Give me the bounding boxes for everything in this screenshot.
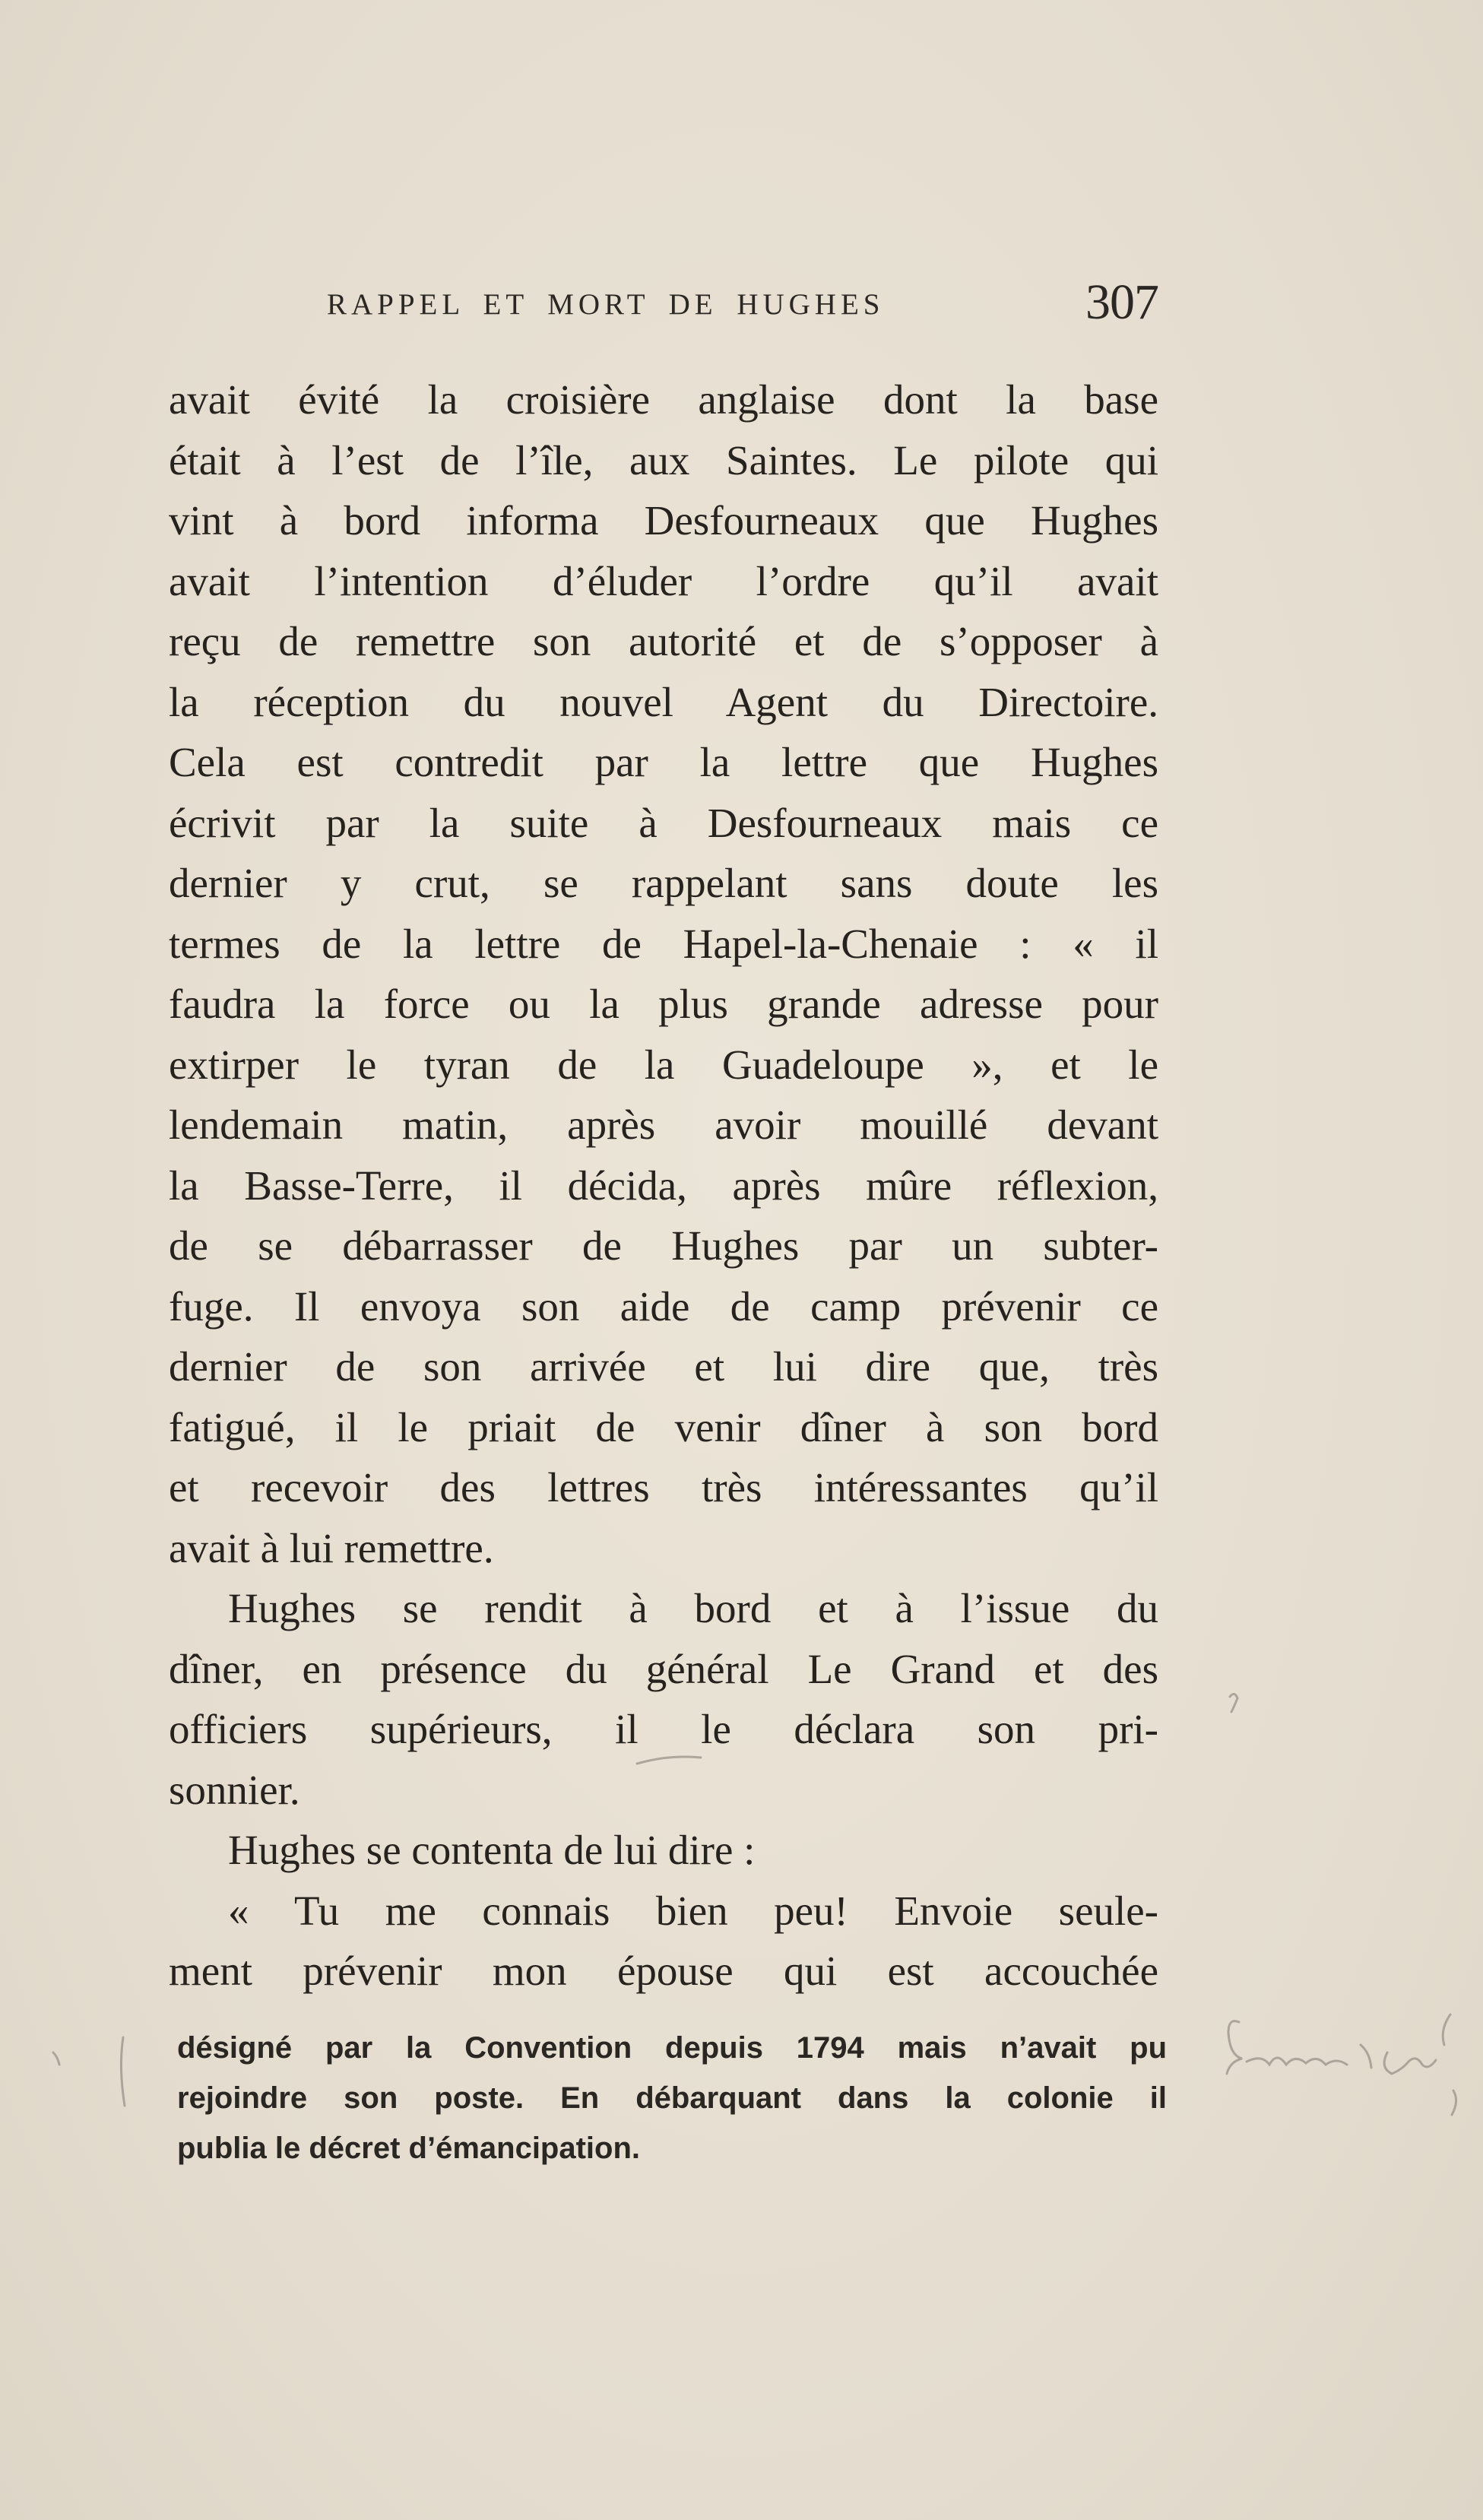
text-line: dîner, en présence du général Le Grand et des bbox=[169, 1645, 1158, 1692]
text-line: ment prévenir mon épouse qui est accouchée bbox=[169, 1948, 1158, 1994]
text-line: Hughes se rendit à bord et à l’issue du bbox=[228, 1585, 1158, 1631]
page-number: 307 bbox=[1085, 274, 1158, 330]
pencil-stroke bbox=[1443, 2014, 1450, 2045]
text-line: avait à lui remettre. bbox=[169, 1524, 494, 1571]
text-line: faudra la force ou la plus grande adresse pour bbox=[169, 981, 1158, 1027]
text-line: dernier de son arrivée et lui dire que, très bbox=[169, 1343, 1158, 1390]
text-line: dernier y crut, se rappelant sans doute les bbox=[169, 860, 1158, 906]
text-line: Cela est contredit par la lettre que Hughes bbox=[169, 739, 1158, 785]
pencil-stroke bbox=[1384, 2052, 1436, 2074]
text-line: la Basse-Terre, il décida, après mûre réflexion, bbox=[169, 1162, 1158, 1209]
pencil-stroke bbox=[1247, 2058, 1347, 2065]
text-line: termes de la lettre de Hapel-la-Chenaie : « il bbox=[169, 920, 1158, 967]
text-line: de se débarrasser de Hughes par un subter- bbox=[169, 1222, 1158, 1269]
pencil-stroke bbox=[1452, 2090, 1456, 2115]
pencil-stroke bbox=[53, 2052, 59, 2065]
text-line: avait l’intention d’éluder l’ordre qu’il avait bbox=[169, 557, 1158, 604]
text-line: lendemain matin, après avoir mouillé devant bbox=[169, 1102, 1158, 1148]
text-line: « Tu me connais bien peu! Envoie seule- bbox=[228, 1887, 1158, 1934]
text-line: fuge. Il envoya son aide de camp prévenir ce bbox=[169, 1282, 1158, 1330]
pencil-stroke bbox=[1230, 1694, 1237, 1712]
text-line: vint à bord informa Desfourneaux que Hughes bbox=[169, 497, 1158, 544]
pencil-stroke bbox=[1361, 2045, 1371, 2068]
pencil-stroke bbox=[1227, 2021, 1242, 2074]
text-line: avait évité la croisière anglaise dont la base bbox=[169, 376, 1158, 423]
footnote-line: désigné par la Convention depuis 1794 mais n’avait pu bbox=[177, 2031, 1167, 2065]
text-line: reçu de remettre son autorité et de s’opposer à bbox=[169, 618, 1158, 664]
text-line: la réception du nouvel Agent du Directoire. bbox=[169, 678, 1158, 725]
running-head: RAPPEL ET MORT DE HUGHES bbox=[327, 288, 885, 321]
text-line: était à l’est de l’île, aux Saintes. Le pilote qui bbox=[169, 436, 1158, 483]
footnote-line: rejoindre son poste. En débarquant dans la colonie il bbox=[177, 2081, 1167, 2115]
footnote-line: publia le décret d’émancipation. bbox=[177, 2132, 641, 2165]
page-header bbox=[169, 274, 1158, 342]
text-line: sonnier. bbox=[169, 1766, 300, 1813]
text-line: fatigué, il le priait de venir dîner à son bord bbox=[169, 1403, 1158, 1450]
text-line: Hughes se contenta de lui dire : bbox=[228, 1827, 756, 1873]
text-line: officiers supérieurs, il le déclara son pri- bbox=[169, 1706, 1158, 1752]
text-line: écrivit par la suite à Desfourneaux mais ce bbox=[169, 799, 1158, 846]
body-text bbox=[169, 369, 1158, 2002]
pencil-stroke bbox=[121, 2037, 125, 2106]
text-line: extirper le tyran de la Guadeloupe », et le bbox=[169, 1041, 1158, 1088]
text-line: et recevoir des lettres très intéressantes qu’il bbox=[169, 1464, 1158, 1510]
footnote bbox=[177, 2023, 1167, 2173]
